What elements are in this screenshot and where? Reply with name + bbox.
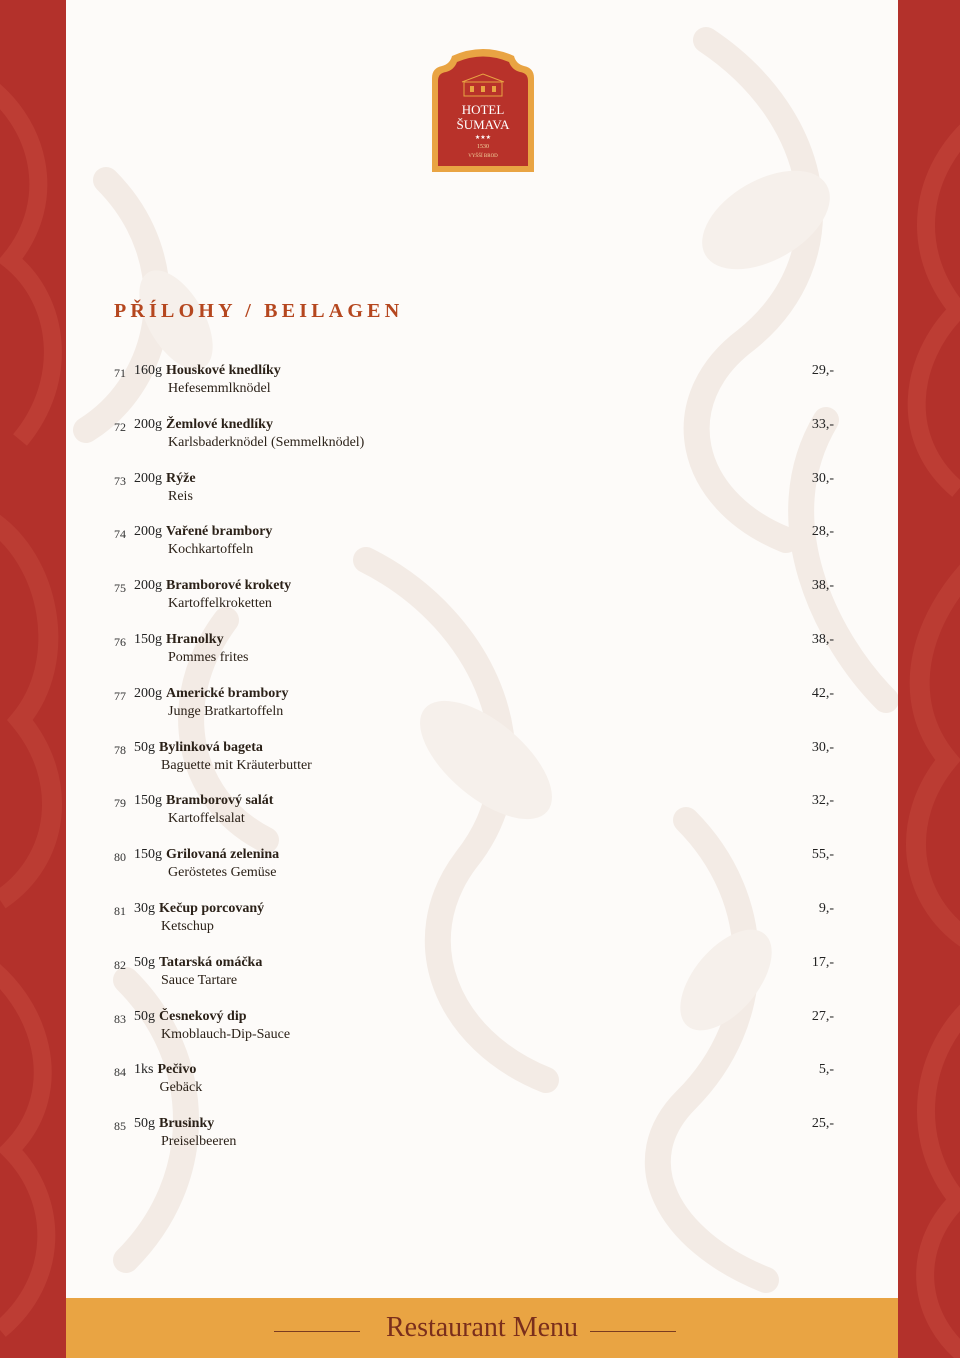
menu-item <box>66 577 898 617</box>
item-number: 77 <box>114 689 126 703</box>
item-name-cz: Americké brambory <box>166 686 289 701</box>
item-price: 38,- <box>811 632 834 647</box>
hotel-logo <box>430 48 536 174</box>
right-ornamental-border <box>898 0 960 1358</box>
item-number: 71 <box>114 366 126 380</box>
logo-line1: HOTEL <box>461 102 505 117</box>
item-name-cz: Rýže <box>166 471 196 486</box>
item-name-de: Gebäck <box>159 1080 203 1095</box>
item-price: 33,- <box>811 417 834 432</box>
menu-item <box>66 739 898 779</box>
item-name-de: Reis <box>168 489 193 504</box>
item-number: 82 <box>114 958 126 972</box>
menu-item <box>66 362 898 402</box>
menu-item <box>66 1115 898 1155</box>
item-name-cz: Žemlové knedlíky <box>166 417 273 432</box>
item-weight: 200g <box>134 578 162 593</box>
item-weight: 50g <box>134 955 155 970</box>
footer-band <box>66 1298 898 1358</box>
menu-item <box>66 792 898 832</box>
item-name-de: Baguette mit Kräuterbutter <box>161 758 312 773</box>
item-number: 73 <box>114 474 126 488</box>
menu-item <box>66 631 898 671</box>
item-price: 29,- <box>811 363 834 378</box>
menu-item <box>66 900 898 940</box>
item-name-de: Kartoffelkroketten <box>168 596 272 611</box>
item-name-cz: Česnekový dip <box>159 1009 247 1024</box>
menu-item <box>66 846 898 886</box>
item-name-cz: Tatarská omáčka <box>159 955 263 970</box>
item-name-cz: Hranolky <box>166 632 224 647</box>
item-name-cz: Brusinky <box>159 1116 215 1131</box>
menu-item <box>66 523 898 563</box>
item-number: 80 <box>114 850 126 864</box>
item-price: 32,- <box>811 793 834 808</box>
item-name-de: Kochkartoffeln <box>168 542 254 557</box>
item-name-cz: Bylinková bageta <box>159 740 263 755</box>
item-price: 55,- <box>811 847 834 862</box>
item-price: 38,- <box>811 578 834 593</box>
item-price: 42,- <box>811 686 834 701</box>
item-name-cz: Bramborový salát <box>166 793 274 808</box>
item-name-cz: Houskové knedlíky <box>166 363 281 378</box>
item-name-de: Kartoffelsalat <box>168 811 245 826</box>
menu-page <box>66 0 898 1358</box>
item-name-de: Pommes frites <box>168 650 249 665</box>
item-price: 27,- <box>811 1009 834 1024</box>
item-name-de: Karlsbaderknödel (Semmelknödel) <box>168 435 365 450</box>
item-number: 75 <box>114 581 126 595</box>
item-number: 74 <box>114 527 126 541</box>
item-number: 72 <box>114 420 126 434</box>
item-price: 30,- <box>811 740 834 755</box>
item-number: 81 <box>114 904 126 918</box>
menu-item <box>66 416 898 456</box>
item-number: 76 <box>114 635 126 649</box>
item-name-cz: Vařené brambory <box>166 524 273 539</box>
footer-title: Restaurant Menu <box>385 1312 579 1343</box>
item-price: 25,- <box>811 1116 834 1131</box>
item-weight: 200g <box>134 686 162 701</box>
item-name-de: Preiselbeeren <box>161 1134 237 1149</box>
item-name-de: Sauce Tartare <box>161 973 238 988</box>
item-number: 84 <box>114 1065 126 1079</box>
hotel-logo-emblem <box>430 48 536 174</box>
item-name-cz: Bramborové krokety <box>166 578 292 593</box>
menu-item <box>66 470 898 510</box>
menu-item <box>66 685 898 725</box>
item-name-cz: Grilovaná zelenina <box>166 847 280 862</box>
item-price: 28,- <box>811 524 834 539</box>
item-weight: 1ks <box>134 1062 154 1077</box>
item-name-de: Hefesemmlknödel <box>168 381 271 396</box>
item-weight: 200g <box>134 417 162 432</box>
logo-stars: ★★★ <box>474 134 492 141</box>
menu-item <box>66 1008 898 1048</box>
item-weight: 50g <box>134 740 155 755</box>
logo-line2: ŠUMAVA <box>456 117 510 132</box>
item-weight: 30g <box>134 901 155 916</box>
logo-year: 1530 <box>477 144 489 150</box>
item-weight: 160g <box>134 363 162 378</box>
item-name-de: Geröstetes Gemüse <box>168 865 277 880</box>
item-number: 83 <box>114 1012 126 1026</box>
item-weight: 50g <box>134 1009 155 1024</box>
item-name-cz: Kečup porcovaný <box>159 901 265 916</box>
item-name-cz: Pečivo <box>157 1062 197 1077</box>
item-weight: 200g <box>134 524 162 539</box>
logo-town: VYŠŠÍ BROD <box>468 154 498 159</box>
item-weight: 150g <box>134 793 162 808</box>
item-number: 78 <box>114 743 126 757</box>
item-price: 9,- <box>818 901 834 916</box>
item-price: 17,- <box>811 955 834 970</box>
menu-item <box>66 954 898 994</box>
menu-item <box>66 1061 898 1101</box>
item-number: 85 <box>114 1119 126 1133</box>
item-price: 30,- <box>811 471 834 486</box>
section-heading: PŘÍLOHY / BEILAGEN <box>114 300 404 322</box>
item-price: 5,- <box>818 1062 834 1077</box>
item-weight: 150g <box>134 632 162 647</box>
footer-rule-right <box>590 1331 676 1332</box>
item-name-de: Kmoblauch-Dip-Sauce <box>161 1027 291 1042</box>
right-border-flourish <box>898 0 960 1358</box>
item-number: 79 <box>114 796 126 810</box>
item-weight: 200g <box>134 471 162 486</box>
left-ornamental-border <box>0 0 66 1358</box>
left-border-flourish <box>0 0 66 1358</box>
item-name-de: Ketschup <box>161 919 214 934</box>
item-weight: 150g <box>134 847 162 862</box>
item-name-de: Junge Bratkartoffeln <box>168 704 284 719</box>
item-weight: 50g <box>134 1116 155 1131</box>
